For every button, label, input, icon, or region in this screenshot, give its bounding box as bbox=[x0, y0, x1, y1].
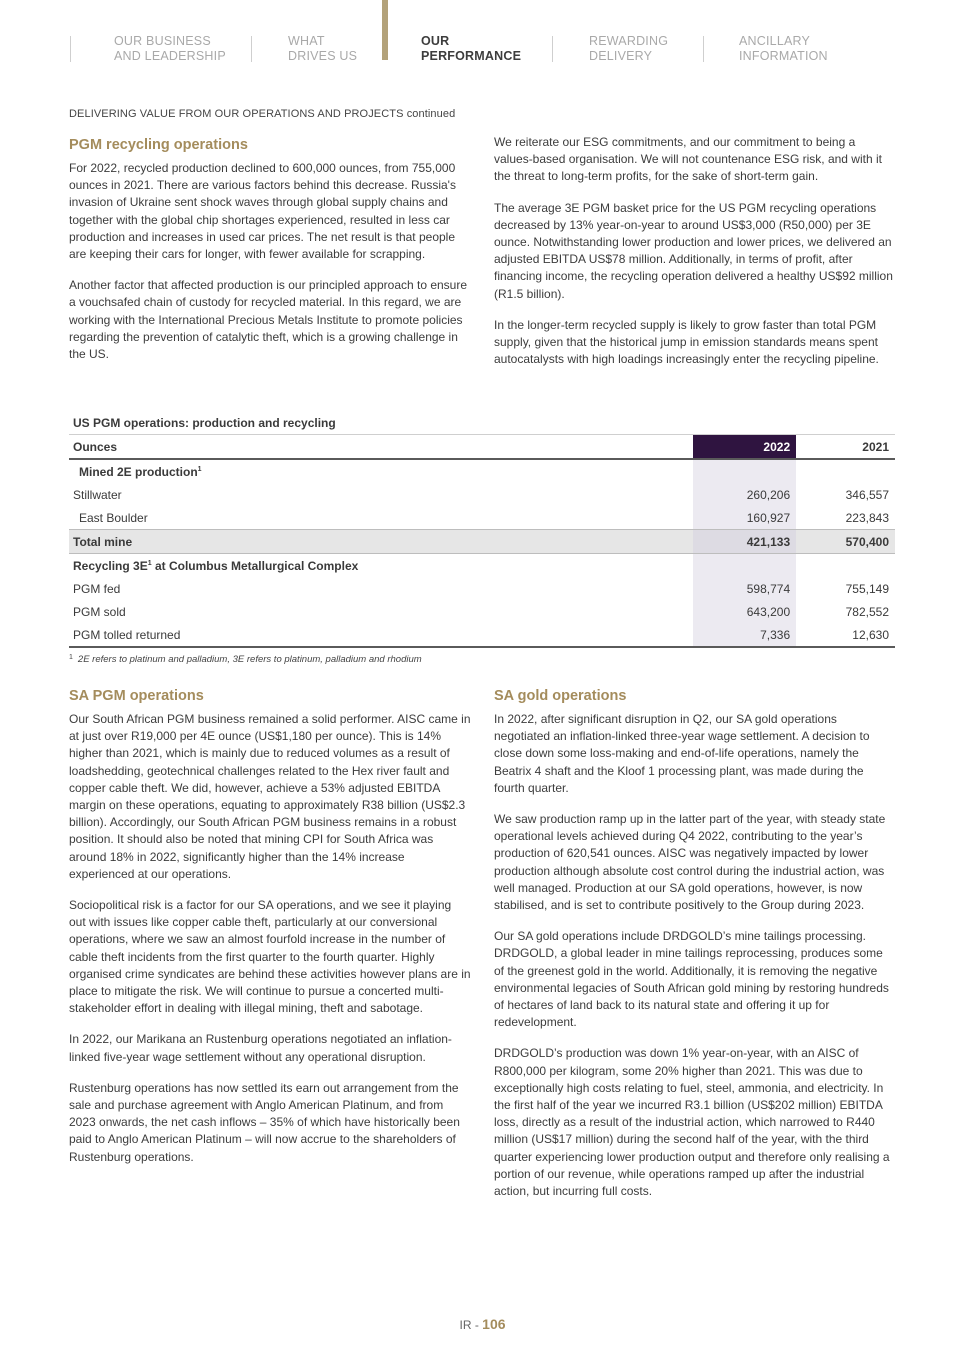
nav-item-line: OUR bbox=[421, 34, 450, 48]
value-2021: 223,843 bbox=[845, 510, 889, 525]
value-2021: 570,400 bbox=[796, 530, 895, 554]
value-2021: 346,557 bbox=[845, 487, 889, 502]
row-label-text: Mined 2E production bbox=[79, 464, 198, 479]
nav-item-line: INFORMATION bbox=[739, 49, 828, 63]
table-subheading-row bbox=[69, 554, 895, 578]
row-label: Total mine bbox=[69, 530, 693, 554]
footnote-ref: 1 bbox=[197, 465, 202, 473]
table-cell bbox=[693, 459, 796, 483]
value-2022: 160,927 bbox=[693, 506, 796, 530]
paragraph: In 2022, after significant disruption in Q2, our SA gold operations negotiated an inflation-linked three-year wage settlement. A decision to close down some loss-making and end-of-life operations, namely the Beatrix 4 shaft and the Kloof 1 processing plant, was made during the fourth quarter. bbox=[494, 712, 870, 795]
nav-item-line: ANCILLARY bbox=[739, 34, 811, 48]
column-header-ounces: Ounces bbox=[69, 435, 693, 460]
page-prefix: IR - bbox=[459, 1318, 483, 1332]
table-title: US PGM operations: production and recycling bbox=[73, 416, 336, 430]
footnote-ref: 1 bbox=[147, 559, 152, 567]
paragraph: For 2022, recycled production declined to 600,000 ounces, from 755,000 ounces in 2021. There are various factors behind this decrease. Russia's invasion of Ukraine sent shock waves through global supply chains and together with the global chip shortages experienced, resulted in less car production and increases in used car prices. The net result is that people are keeping their cars for longer, with fewer available for scrapping. bbox=[69, 161, 456, 262]
paragraph: In 2022, our Marikana an Rustenburg operations negotiated an inflation-linked five-year wage settlement without any operational disruption. bbox=[69, 1032, 452, 1064]
sa-gold-section bbox=[494, 687, 896, 1214]
nav-item-line: OUR BUSINESS bbox=[114, 34, 211, 48]
row-label: PGM fed bbox=[73, 581, 121, 596]
value-2022: 643,200 bbox=[693, 600, 796, 623]
column-header-2021: 2021 bbox=[796, 435, 895, 460]
section-heading: SA PGM operations bbox=[69, 688, 204, 704]
sa-pgm-section bbox=[69, 687, 471, 1180]
section-heading: SA gold operations bbox=[494, 688, 627, 704]
row-label: Stillwater bbox=[73, 487, 122, 502]
nav-item-line: DELIVERY bbox=[589, 49, 653, 63]
nav-item-what-drives-us[interactable] bbox=[288, 34, 357, 64]
table-header-row bbox=[69, 435, 895, 460]
paragraph: Rustenburg operations has now settled its earn out arrangement from the sale and purchase agreement with Anglo American Platinum, and from 2023 onwards, the net cash inflows – 35% of which have historically been paid to Anglo American Platinum – will now accrue to the shareholders of Rustenburg operations. bbox=[69, 1080, 460, 1164]
paragraph: The average 3E PGM basket price for the US PGM recycling operations decreased by 13% year-on-year to around US$3,000 (R50,000) per 3E ounce. Notwithstanding lower production and lower prices, we delivered an adjusted EBITDA US$78 million. Additionally, in terms of profit, after financing income, the recycling operation delivered a healthy US$92 million (R1.5 billion). bbox=[494, 200, 893, 301]
recycling-continued-section bbox=[494, 134, 896, 382]
value-2022: 7,336 bbox=[693, 623, 796, 647]
active-section-marker bbox=[382, 0, 388, 60]
table-row bbox=[69, 506, 895, 530]
nav-item-line: REWARDING bbox=[589, 34, 669, 48]
row-label: East Boulder bbox=[79, 510, 148, 525]
paragraph: Sociopolitical risk is a factor for our SA operations, and we see it playing out with issues like copper cable theft, particularly at our conversional operations, where we saw an almost fourfold increase in the number of cable theft incidents from the first quarter to the fourth quarter. Highly organised crime syndicates are behind these activities however plans are in place to mitigate the risk. We will continue to pursue a concerted multi-stakeholder effort in dealing with illegal mining, theft and sabotage. bbox=[69, 898, 471, 1016]
value-2021: 782,552 bbox=[845, 604, 889, 619]
nav-item-our-performance[interactable] bbox=[421, 34, 521, 64]
row-label bbox=[69, 459, 693, 483]
row-label: PGM tolled returned bbox=[69, 623, 693, 647]
value-2022: 598,774 bbox=[693, 577, 796, 600]
paragraph: Our SA gold operations include DRDGOLD’s mine tailings processing. DRDGOLD, a global leader in mine tailings reprocessing, produces some of the greenest gold in the world. Additionally, it is removing the negative environmental legacies of South African gold mining by restoring hundreds of hectares of land back to its natural state and offering it up for redevelopment. bbox=[494, 929, 889, 1030]
footnote-text: 2E refers to platinum and palladium, 3E refers to platinum, palladium and rhodium bbox=[77, 654, 422, 665]
table-row bbox=[69, 623, 895, 647]
nav-item-line: PERFORMANCE bbox=[421, 49, 522, 63]
table-cell bbox=[796, 459, 895, 483]
page-number-value: 106 bbox=[482, 1316, 506, 1332]
paragraph: We reiterate our ESG commitments, and our commitment to being a values-based organisation. We will not countenance ESG risk, and with it the threat to long-term profits, for the sake of short-term gain. bbox=[494, 135, 882, 184]
paragraph: Another factor that affected production is our principled approach to ensure a vouchsafed chain of custody for recycled material. In this regard, we are working with the International Precious Metals Institute to promote policies regarding the prevention of catalytic theft, which is a growing challenge in the US. bbox=[69, 278, 468, 362]
value-2022: 421,133 bbox=[693, 530, 796, 554]
table-row bbox=[69, 577, 895, 600]
nav-item-ancillary-information[interactable] bbox=[739, 34, 828, 64]
value-2022: 260,206 bbox=[693, 483, 796, 506]
value-2021: 755,149 bbox=[845, 581, 889, 596]
section-heading: PGM recycling operations bbox=[69, 137, 248, 153]
nav-divider bbox=[70, 36, 71, 62]
table-cell bbox=[693, 554, 796, 578]
row-label-text: Recycling 3E bbox=[73, 558, 148, 573]
us-pgm-production-table bbox=[69, 412, 895, 648]
nav-item-line: WHAT bbox=[288, 34, 325, 48]
column-header-2022: 2022 bbox=[693, 435, 796, 460]
nav-item-line: DRIVES US bbox=[288, 49, 358, 63]
paragraph: DRDGOLD’s production was down 1% year-on-year, with an AISC of R800,000 per kilogram, some 20% higher than 2021. This was due to exceptionally high costs relating to fuel, steel, ammonia, and electricity. In the first half of the year we incurred R3.1 billion (US$202 million) EBITDA loss, directly as a result of the industrial action, which narrowed to R440 million (US$17 million) during the second half of the year, with the third quarter experiencing lower production output and therefore only realising a portion of our revenue, while operations ramped up after the industrial action, but incurring full costs. bbox=[494, 1046, 890, 1199]
table-total-row bbox=[69, 530, 895, 554]
nav-item-line: AND LEADERSHIP bbox=[114, 49, 226, 63]
paragraph: We saw production ramp up in the latter part of the year, with steady state operational levels achieved during Q4 2022, contributing to the year’s production of 620,541 ounces. AISC was negatively impacted by lower production although absolute cost control during the industrial action, was well managed. Production at our SA gold operations, however, is now stabilised, and is set to contribute positively to the Group during 2023. bbox=[494, 812, 886, 913]
paragraph: Our South African PGM business remained a solid performer. AISC came in at just over R19,000 per 4E ounce (US$1,180 per ounce). This is 14% higher than 2021, which is mainly due to reduced volumes as a result of loadshedding, geotechnical challenges related to the Hex river fault and copper cable theft. We did, however, achieve a 53% adjusted EBITDA margin on these operations, equating to approximately R38 billion (US$2.3 billion). Accordingly, our South African PGM business remains in a robust position. It should also be noted that mining CPI for South Africa was around 18% in 2022, significantly higher than the 14% increase experienced at our operations. bbox=[69, 712, 471, 881]
top-navigation bbox=[0, 0, 965, 80]
row-label-text: at Columbus Metallurgical Complex bbox=[151, 558, 359, 573]
footnote-mark: 1 bbox=[69, 654, 73, 661]
table-row bbox=[69, 483, 895, 506]
table-footnote bbox=[69, 654, 422, 665]
value-2021: 12,630 bbox=[796, 623, 895, 647]
nav-item-our-business[interactable] bbox=[114, 34, 226, 64]
nav-divider bbox=[251, 36, 252, 62]
nav-item-rewarding-delivery[interactable] bbox=[589, 34, 668, 64]
page-number bbox=[0, 1316, 965, 1332]
table-subheading-row bbox=[69, 459, 895, 483]
nav-divider bbox=[703, 36, 704, 62]
paragraph: In the longer-term recycled supply is likely to grow faster than total PGM supply, given that the historical jump in emission standards means spent autocatalysts with high loadings increasingly enter the recycling pipeline. bbox=[494, 317, 879, 367]
pgm-recycling-section bbox=[69, 136, 469, 377]
table-cell bbox=[796, 554, 895, 578]
row-label: PGM sold bbox=[73, 604, 126, 619]
row-label bbox=[69, 554, 693, 578]
table-row bbox=[69, 600, 895, 623]
section-label: DELIVERING VALUE FROM OUR OPERATIONS AND PROJECTS continued bbox=[69, 108, 456, 120]
nav-divider bbox=[552, 36, 553, 62]
